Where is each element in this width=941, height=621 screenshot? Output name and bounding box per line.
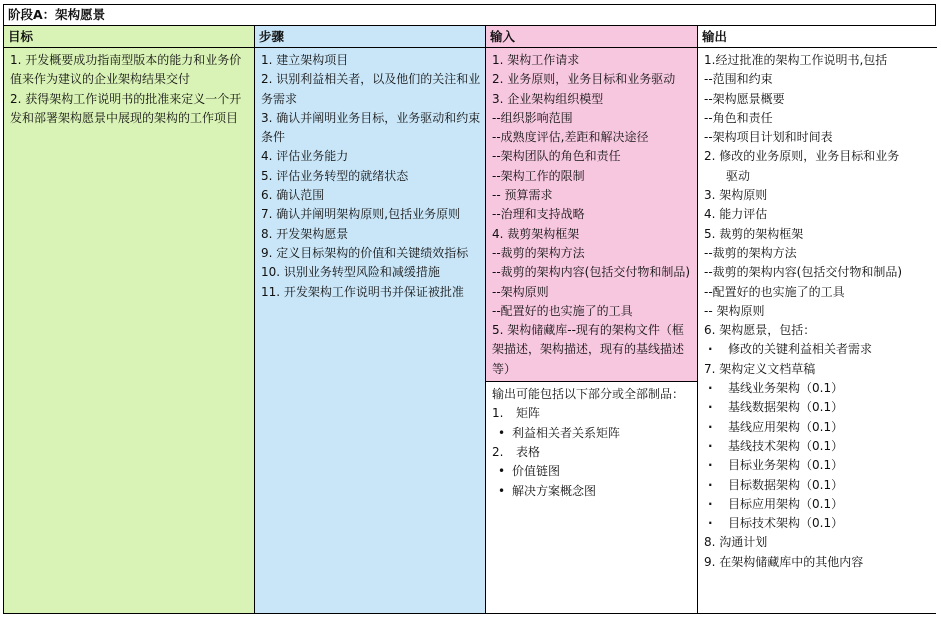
- inputs-column: [486, 26, 698, 613]
- input-item: 5. 架构储藏库--现有的架构文件（框架描述，架构描述，现有的基线描述等）: [492, 323, 685, 376]
- input-item: --治理和支持战略: [492, 207, 585, 222]
- output-item: --裁剪的架构方法: [704, 245, 797, 260]
- step-item: 3. 确认并阐明业务目标，业务驱动和约束条件: [261, 110, 481, 145]
- output-subitem: · 基线数据架构（0.1）: [704, 398, 933, 417]
- note-group: [492, 443, 693, 462]
- steps-body: [255, 48, 485, 302]
- output-item: 2. 修改的业务原则，业务目标和业务: [704, 149, 900, 164]
- input-item: --裁剪的架构内容(包括交付物和制品): [492, 265, 691, 280]
- output-item: --范围和约束: [704, 72, 773, 87]
- note-group-number: 1.: [492, 406, 504, 421]
- goals-body: [4, 48, 254, 128]
- outputs-column: [698, 26, 937, 613]
- output-subitem: · 目标应用架构（0.1）: [704, 495, 933, 514]
- output-item: 1.经过批准的架构工作说明书,包括: [704, 53, 888, 67]
- steps-header: 步骤: [255, 26, 485, 48]
- note-subitem: • 价值链图: [492, 462, 693, 481]
- input-item: 1. 架构工作请求: [492, 53, 580, 67]
- output-item: 7. 架构定义文档草稿: [704, 361, 816, 376]
- output-item: --架构愿景概要: [704, 91, 785, 106]
- input-item: --成熟度评估,差距和解决途径: [492, 130, 649, 145]
- note-subitem: • 利益相关者关系矩阵: [492, 424, 693, 443]
- input-item: -- 预算需求: [492, 188, 553, 203]
- step-item: 1. 建立架构项目: [261, 53, 349, 67]
- output-item: 5. 裁剪的架构框架: [704, 226, 804, 241]
- inputs-header: 输入: [486, 26, 697, 48]
- step-item: 4. 评估业务能力: [261, 149, 349, 164]
- step-item: 9. 定义目标架构的价值和关键绩效指标: [261, 245, 469, 260]
- input-item: --配置好的也实施了的工具: [492, 303, 633, 318]
- output-item: 8. 沟通计划: [704, 535, 768, 550]
- step-item: 6. 确认范围: [261, 188, 325, 203]
- input-item: 3. 企业架构组织模型: [492, 91, 604, 106]
- input-item: 2. 业务原则，业务目标和业务驱动: [492, 72, 676, 87]
- note-group: [492, 404, 693, 423]
- step-item: 2. 识别利益相关者，以及他们的关注和业务需求: [261, 72, 481, 106]
- output-subitem: · 基线应用架构（0.1）: [704, 418, 933, 437]
- output-subitem: · 基线技术架构（0.1）: [704, 437, 933, 456]
- input-item: --架构团队的角色和责任: [492, 149, 621, 164]
- goals-column: [4, 26, 255, 613]
- output-item: 6. 架构愿景，包括：: [704, 323, 816, 338]
- output-subitem: · 修改的关键利益相关者需求: [704, 340, 933, 359]
- input-item: 4. 裁剪架构框架: [492, 226, 580, 241]
- input-item: --裁剪的架构方法: [492, 245, 585, 260]
- note-group-label: 表格: [516, 444, 541, 459]
- note-group-number: 2.: [492, 444, 504, 459]
- output-item: -- 架构原则: [704, 303, 765, 318]
- outputs-header: 输出: [698, 26, 937, 48]
- table-title: 阶段A：架构愿景: [4, 5, 935, 26]
- input-item: --组织影响范围: [492, 110, 573, 125]
- goal-item: 1. 开发概要成功指南型版本的能力和业务价值来作为建议的企业架构结果交付: [10, 53, 242, 87]
- step-item: 11. 开发架构工作说明书并保证被批准: [261, 284, 464, 299]
- inputs-body: [486, 48, 697, 382]
- note-group-label: 矩阵: [516, 406, 541, 421]
- input-item: --架构原则: [492, 284, 549, 299]
- output-item: 4. 能力评估: [704, 207, 768, 222]
- step-item: 7. 确认并阐明架构原则,包括业务原则: [261, 207, 461, 222]
- output-subitem: · 目标技术架构（0.1）: [704, 514, 933, 533]
- output-item: --架构项目计划和时间表: [704, 130, 833, 145]
- step-item: 5. 评估业务转型的就绪状态: [261, 168, 409, 183]
- goals-header: 目标: [4, 26, 254, 48]
- output-item: --裁剪的架构内容(包括交付物和制品): [704, 265, 903, 280]
- output-item: 驱动: [726, 168, 751, 183]
- output-item: --配置好的也实施了的工具: [704, 284, 845, 299]
- output-item: --角色和责任: [704, 110, 773, 125]
- output-item: 9. 在架构储藏库中的其他内容: [704, 554, 864, 569]
- outputs-body: [698, 48, 937, 572]
- output-item: 3. 架构原则: [704, 188, 768, 203]
- output-subitem: · 基线业务架构（0.1）: [704, 379, 933, 398]
- steps-column: [255, 26, 486, 613]
- output-subitem: · 目标业务架构（0.1）: [704, 456, 933, 475]
- output-subitem: · 目标数据架构（0.1）: [704, 476, 933, 495]
- phase-a-table: [3, 4, 936, 614]
- note-intro: 输出可能包括以下部分或全部制品：: [492, 387, 685, 402]
- step-item: 8. 开发架构愿景: [261, 226, 349, 241]
- note-subitem: • 解决方案概念图: [492, 482, 693, 501]
- input-item: --架构工作的限制: [492, 168, 585, 183]
- goal-item: 2. 获得架构工作说明书的批准来定义一个开发和部署架构愿景中展现的架构的工作项目: [10, 91, 242, 125]
- step-item: 10. 识别业务转型风险和减缓措施: [261, 265, 440, 280]
- inputs-note: [486, 382, 697, 501]
